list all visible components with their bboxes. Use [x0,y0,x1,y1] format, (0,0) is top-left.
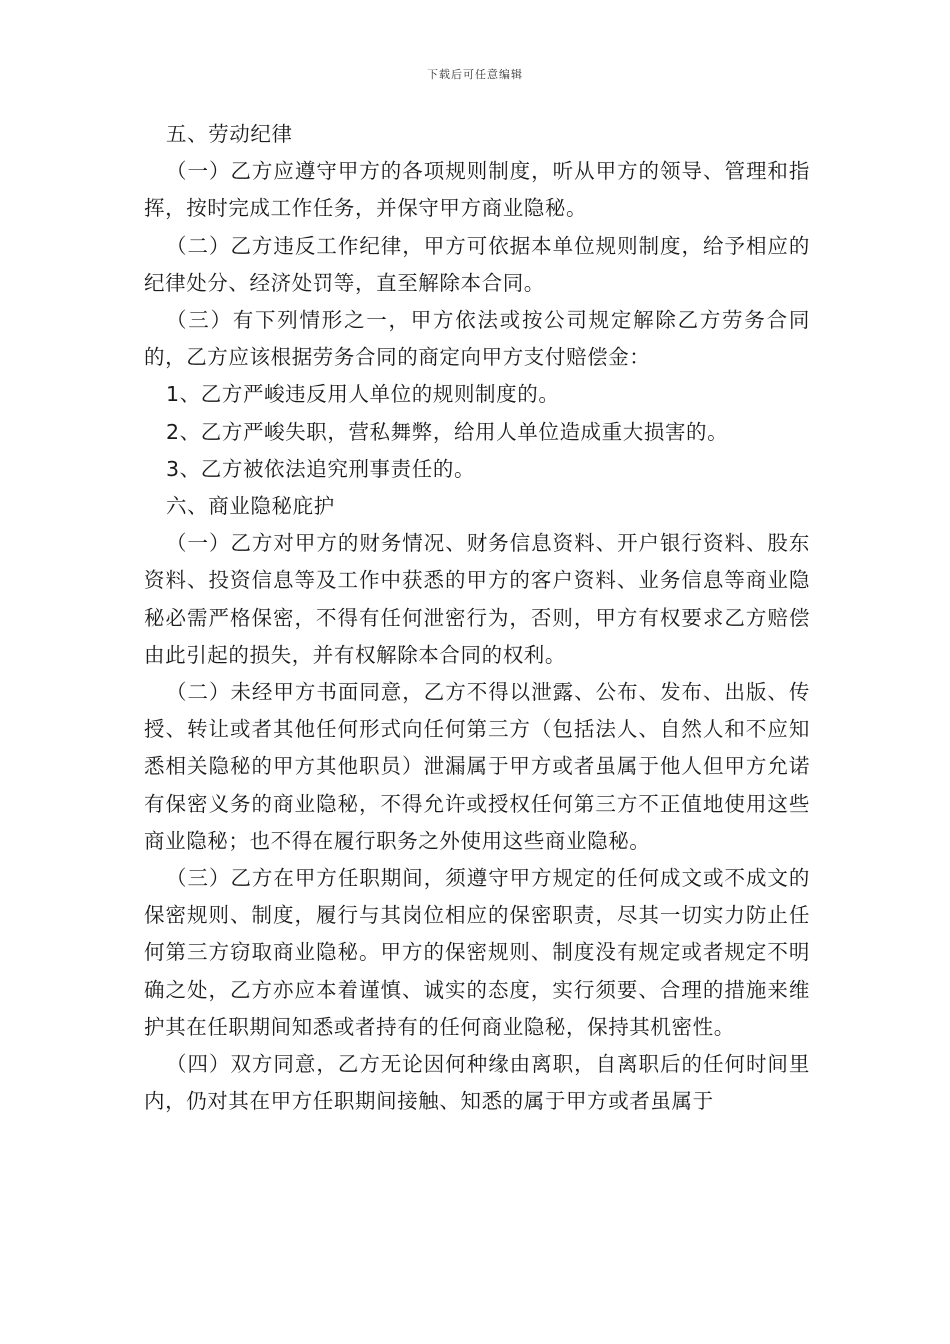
paragraph-5-3: （三）有下列情形之一，甲方依法或按公司规定解除乙方劳务合同的，乙方应该根据劳务合同的商定向甲方支付赔偿金： [144,308,810,370]
list-item-5-3-1: 1、乙方严峻违反用人单位的规则制度的。 [166,382,560,407]
section-heading-trade-secret: 六、商业隐秘庇护 [166,494,335,519]
paragraph-6-3: （三）乙方在甲方任职期间，须遵守甲方规定的任何成文或不成文的保密规则、制度，履行与其岗位相应的保密职责，尽其一切实力防止任何第三方窃取商业隐秘。甲方的保密规则、制度没有规定或者规定不明确之处，乙方亦应本着谨慎、诚实的态度，实行须要、合理的措施来维护其在任职期间知悉或者持有的任何商业隐秘，保持其机密性。 [144,866,810,1039]
paragraph-6-4: （四）双方同意，乙方无论因何种缘由离职，自离职后的任何时间里内，仍对其在甲方任职期间接触、知悉的属于甲方或者虽属于 [144,1052,810,1114]
list-item-5-3-3: 3、乙方被依法追究刑事责任的。 [166,456,476,481]
paragraph-6-1: （一）乙方对甲方的财务情况、财务信息资料、开户银行资料、股东资料、投资信息等及工作中获悉的甲方的客户资料、业务信息等商业隐秘必需严格保密，不得有任何泄密行为，否则，甲方有权要求乙方赔偿由此引起的损失，并有权解除本合同的权利。 [144,531,810,667]
page-header: 下载后可任意编辑 [427,68,523,81]
paragraph-5-2: （二）乙方违反工作纪律，甲方可依据本单位规则制度，给予相应的纪律处分、经济处罚等，直至解除本合同。 [144,233,810,295]
contract-body [144,116,810,1120]
paragraph-5-1: （一）乙方应遵守甲方的各项规则制度，听从甲方的领导、管理和指挥，按时完成工作任务，并保守甲方商业隐秘。 [144,159,810,221]
paragraph-6-2: （二）未经甲方书面同意，乙方不得以泄露、公布、发布、出版、传授、转让或者其他任何形式向任何第三方（包括法人、自然人和不应知悉相关隐秘的甲方其他职员）泄漏属于甲方或者虽属于他人但甲方允诺有保密义务的商业隐秘，不得允许或授权任何第三方不正值地使用这些商业隐秘；也不得在履行职务之外使用这些商业隐秘。 [144,680,810,853]
section-heading-labor-discipline: 五、劳动纪律 [166,122,293,146]
list-item-5-3-2: 2、乙方严峻失职，营私舞弊，给用人单位造成重大损害的。 [166,419,729,444]
